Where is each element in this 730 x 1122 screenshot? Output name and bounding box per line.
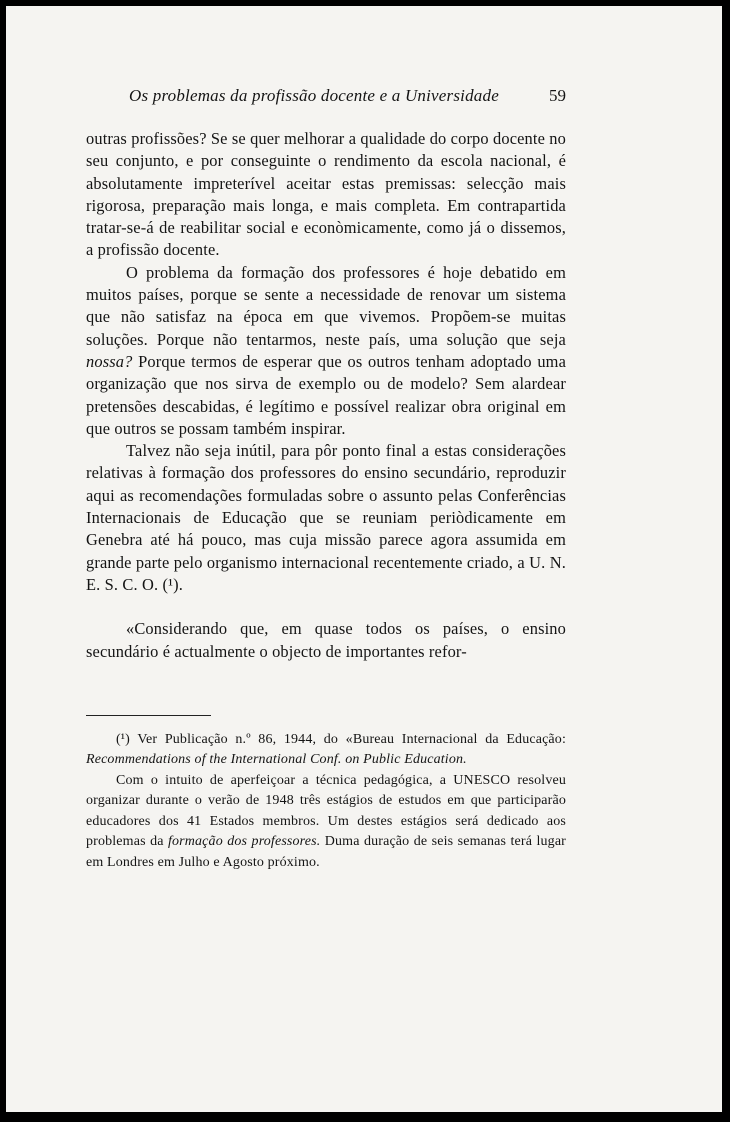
footnote-1 — [86, 730, 566, 771]
paragraph-2-text-a: O problema da formação dos professores é hoje debatido em muitos países, porque se sente a necessidade de renovar um sistema que não satisfaz na época em que vivemos. Propõem-se muitas soluções. Porque não tentarmos, neste país, uma solução que seja — [86, 262, 566, 349]
document-page — [86, 76, 566, 873]
paragraph-2-emphasis: nossa? — [86, 351, 133, 371]
quoted-recommendation: «Considerando que, em quase todos os países, o ensino secundário é actualmente o objecto de importantes refor- — [86, 619, 566, 661]
footnote-1-title: Recommendations of the International Conf. on Public Education. — [86, 752, 467, 768]
footnotes — [86, 730, 566, 874]
paragraph-2 — [86, 262, 566, 440]
footnote-2 — [86, 771, 566, 874]
running-title: Os problemas da profissão docente e a Universidade — [129, 86, 499, 105]
body-text — [86, 128, 566, 596]
footnote-2-text-b: Duma duração de seis semanas terá lugar em Londres em Julho e Agosto próximo. — [86, 834, 566, 870]
paragraph-2-text-b: Porque termos de esperar que os outros tenham adoptado uma organização que nos sirva de exemplo ou de modelo? Sem alardear pretensões descabidas, é legítimo e possível realizar obra original em que outros se possam também inspirar. — [86, 351, 566, 438]
footnote-divider — [86, 715, 211, 716]
footnote-1-text: (¹) Ver Publicação n.º 86, 1944, do «Bureau Internacional da Educação: — [116, 731, 566, 747]
paragraph-1: outras profissões? Se se quer melhorar a qualidade do corpo docente no seu conjunto, e por conseguinte o rendimento da escola nacional, é absolutamente impreterível aceitar estas premissas: selecção mais rigorosa, preparação mais longa, e mais completa. Em contrapartida tratar-se-á de reabilitar social e econòmicamente, como já o dissemos, a profissão docente. — [86, 129, 566, 260]
paragraph-3: Talvez não seja inútil, para pôr ponto final a estas considerações relativas à formação dos professores do ensino secundário, reproduzir aqui as recomendações formuladas sobre o assunto pelas Conferências Internacionais de Educação que se reuniam periòdicamente em Genebra até há pouco, mas cuja missão parece agora assumida em grande parte pelo organismo internacional recentemente criado, a U. N. E. S. C. O. (¹). — [86, 441, 566, 594]
footnote-2-emphasis: formação dos professores. — [167, 834, 321, 850]
page-number: 59 — [549, 86, 566, 105]
footnote-2-text-a: Com o intuito de aperfeiçoar a técnica pedagógica, a UNESCO resolveu organizar durante o verão de 1948 três estágios de estudos em que participarão educadores dos 41 Estados membros. Um destes estágios será dedicado aos problemas da — [86, 772, 566, 850]
page-header — [86, 76, 566, 116]
page-frame — [6, 6, 722, 1112]
